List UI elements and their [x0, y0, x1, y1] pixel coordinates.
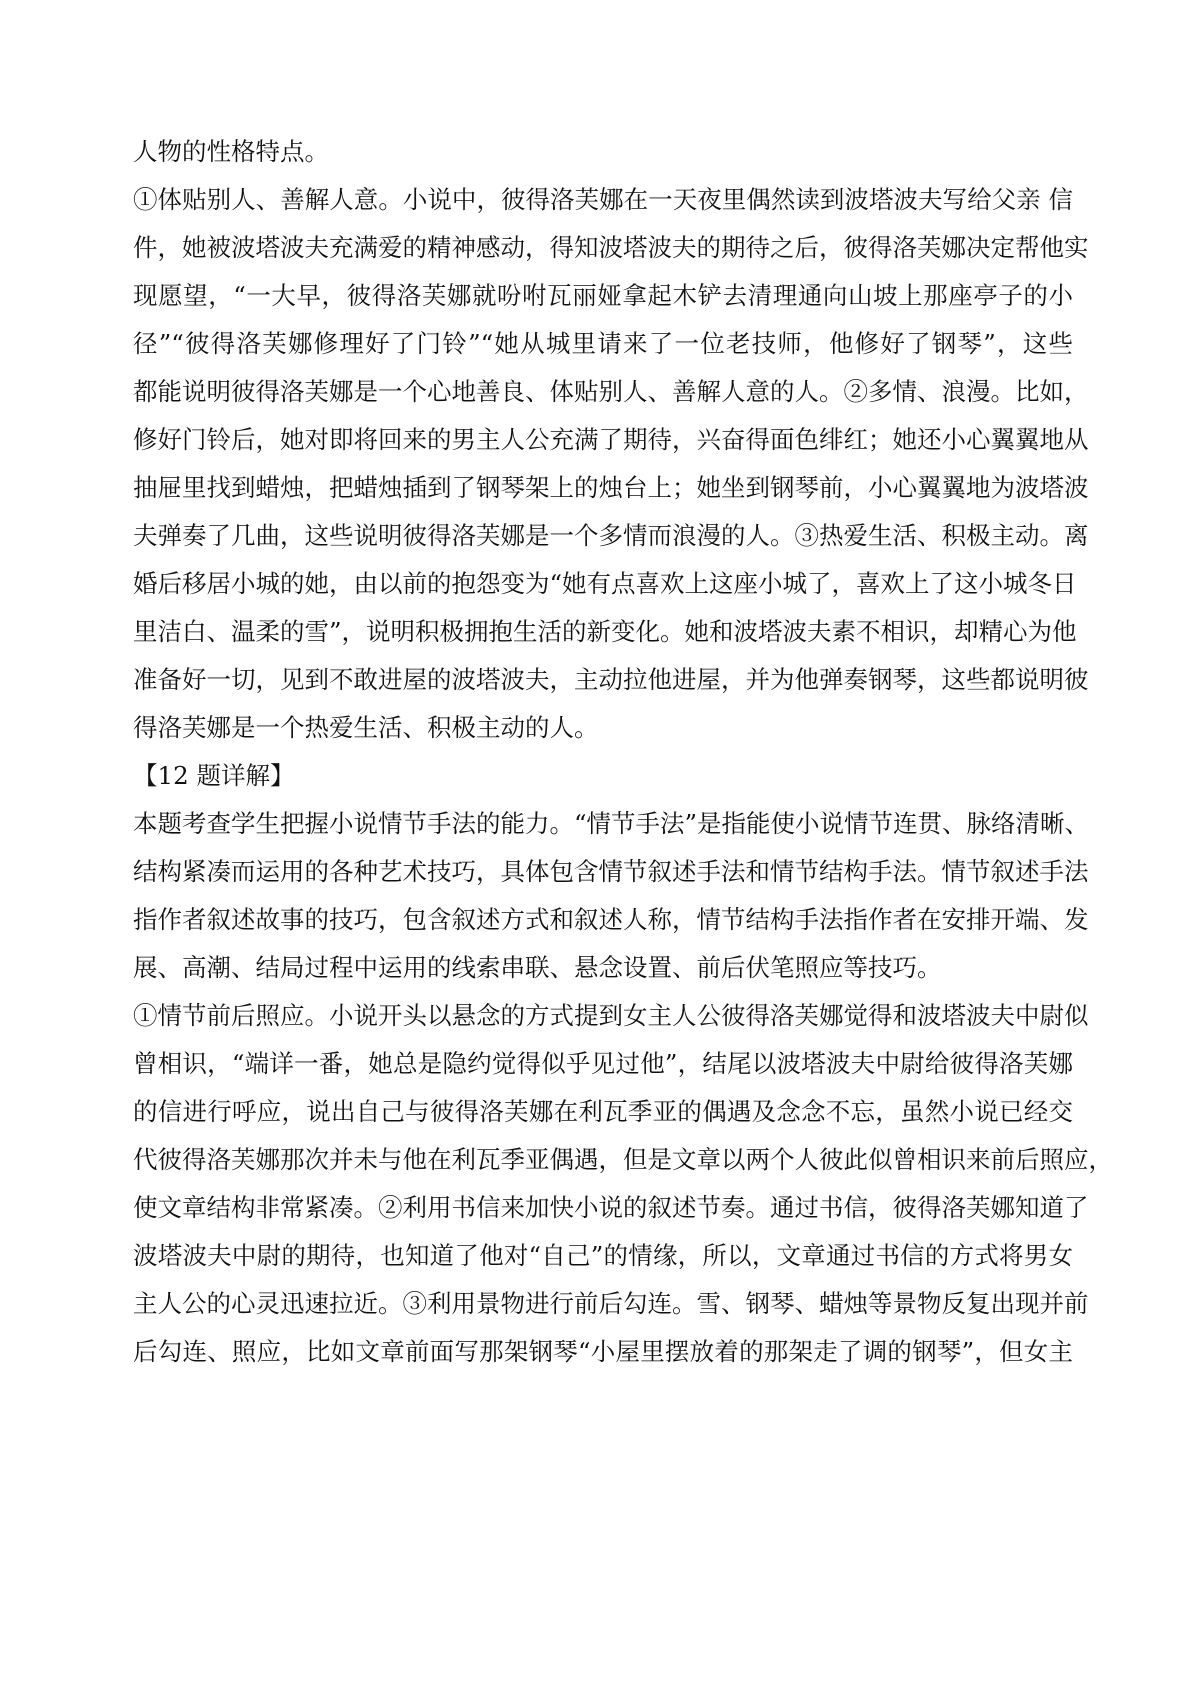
- text-line: 主人公的心灵迅速拉近。③利用景物进行前后勾连。雪、钢琴、蜡烛等景物反复出现并前: [133, 1289, 1089, 1318]
- text-line: 径”“彼得洛芙娜修理好了门铃”“她从城里请来了一位老技师，他修好了钢琴”，这些: [133, 329, 1073, 358]
- text-line: 代彼得洛芙娜那次并未与他在利瓦季亚偶遇，但是文章以两个人彼此似曾相识来前后照应，: [133, 1145, 1113, 1174]
- text-line: ①情节前后照应。小说开头以悬念的方式提到女主人公彼得洛芙娜觉得和波塔波夫中尉似: [133, 1001, 1089, 1030]
- text-line: 使文章结构非常紧凑。②利用书信来加快小说的叙述节奏。通过书信，彼得洛芙娜知道了: [133, 1193, 1089, 1222]
- text-line: 得洛芙娜是一个热爱生活、积极主动的人。: [133, 713, 599, 742]
- text-line: 件，她被波塔波夫充满爱的精神感动，得知波塔波夫的期待之后，彼得洛芙娜决定帮他实: [133, 233, 1089, 262]
- text-line: 人物的性格特点。: [133, 137, 329, 166]
- text-line: 夫弹奏了几曲，这些说明彼得洛芙娜是一个多情而浪漫的人。③热爱生活、积极主动。离: [133, 521, 1089, 550]
- text-line: 指作者叙述故事的技巧，包含叙述方式和叙述人称，情节结构手法指作者在安排开端、发: [133, 905, 1089, 934]
- text-line: 展、高潮、结局过程中运用的线索串联、悬念设置、前后伏笔照应等技巧。: [133, 953, 942, 982]
- text-line: 婚后移居小城的她，由以前的抱怨变为“她有点喜欢上这座小城了，喜欢上了这小城冬日: [133, 569, 1077, 598]
- text-line: ①体贴别人、善解人意。小说中，彼得洛芙娜在一天夜里偶然读到波塔波夫写给父亲 信: [133, 185, 1073, 214]
- text-line: 准备好一切，见到不敢进屋的波塔波夫，主动拉他进屋，并为他弹奏钢琴，这些都说明彼: [133, 665, 1089, 694]
- text-line: 现愿望，“一大早，彼得洛芙娜就吩咐瓦丽娅拿起木铲去清理通向山坡上那座亭子的小: [133, 281, 1073, 310]
- text-line: 曾相识，“端详一番，她总是隐约觉得似乎见过他”，结尾以波塔波夫中尉给彼得洛芙娜: [133, 1049, 1073, 1078]
- text-line: 本题考查学生把握小说情节手法的能力。“情节手法”是指能使小说情节连贯、脉络清晰、: [133, 809, 1090, 838]
- text-line: 结构紧凑而运用的各种艺术技巧，具体包含情节叙述手法和情节结构手法。情节叙述手法: [133, 857, 1089, 886]
- text-line: 都能说明彼得洛芙娜是一个心地善良、体贴别人、善解人意的人。②多情、浪漫。比如，: [133, 377, 1089, 406]
- text-line: 波塔波夫中尉的期待，也知道了他对“自己”的情缘，所以，文章通过书信的方式将男女: [133, 1241, 1073, 1270]
- text-line: 抽屉里找到蜡烛，把蜡烛插到了钢琴架上的烛台上；她坐到钢琴前，小心翼翼地为波塔波: [133, 473, 1089, 502]
- text-line: 修好门铃后，她对即将回来的男主人公充满了期待，兴奋得面色绯红；她还小心翼翼地从: [133, 425, 1089, 454]
- text-line: 后勾连、照应，比如文章前面写那架钢琴“小屋里摆放着的那架走了调的钢琴”，但女主: [133, 1337, 1073, 1366]
- text-line: 里洁白、温柔的雪”，说明积极拥抱生活的新变化。她和波塔波夫素不相识，却精心为他: [133, 617, 1077, 646]
- section-heading: 【12 题详解】: [133, 761, 295, 790]
- text-line: 的信进行呼应，说出自己与彼得洛芙娜在利瓦季亚的偶遇及念念不忘，虽然小说已经交: [133, 1097, 1073, 1126]
